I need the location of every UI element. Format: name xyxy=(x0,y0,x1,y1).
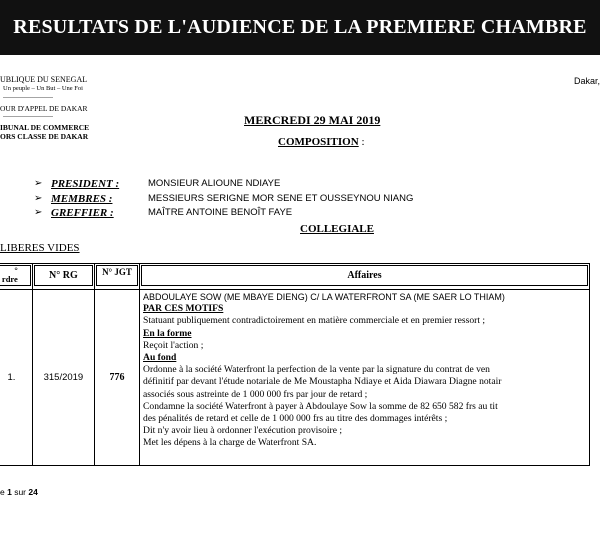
fond-line: associés sous astreinte de 1 000 000 frs par jour de retard ; xyxy=(143,388,368,400)
member-value: MESSIEURS SERIGNE MOR SENE ET OUSSEYNOU NIANG xyxy=(148,193,414,204)
header-jgt xyxy=(94,264,139,290)
page-total: 24 xyxy=(28,487,38,497)
hearing-date: MERCREDI 29 MAI 2019 xyxy=(244,113,381,127)
member-label: MEMBRES : xyxy=(51,193,113,205)
page-current: 1 xyxy=(7,487,12,497)
cell-jgt: 776 xyxy=(94,290,139,466)
header-jgt-label: N° JGT xyxy=(96,265,138,286)
title-banner xyxy=(0,0,600,55)
page-indicator xyxy=(0,487,38,497)
composition-suffix: : xyxy=(358,136,365,148)
member-row-greffier xyxy=(34,207,434,221)
page-middle: sur xyxy=(11,487,29,497)
cell-affaires xyxy=(140,290,590,466)
letterhead-class: ORS CLASSE DE DAKAR xyxy=(0,132,89,141)
letterhead-court: OUR D'APPEL DE DAKAR xyxy=(0,104,88,113)
forme-label: En la forme xyxy=(143,327,192,339)
header-affaires xyxy=(140,264,590,290)
header-rg-label: N° RG xyxy=(34,265,93,286)
arrow-bullet-icon: ➢ xyxy=(34,193,43,204)
letterhead-separator-1: ------------------------- xyxy=(3,95,53,101)
letterhead-tribunal: IBUNAL DE COMMERCE xyxy=(0,123,90,132)
fond-line: des pénalités de retard et celle de 1 000 000 frs au titre des dommages intérêts ; xyxy=(143,413,448,425)
page-prefix: e xyxy=(0,487,8,497)
motifs-label: PAR CES MOTIFS xyxy=(143,303,224,315)
member-row-membres xyxy=(34,193,454,207)
cell-order: 1. xyxy=(0,290,32,466)
cell-rg: 315/2019 xyxy=(32,290,94,466)
results-table xyxy=(0,263,590,466)
letterhead-separator-2: ------------------------- xyxy=(3,114,53,120)
member-value: MONSIEUR ALIOUNE NDIAYE xyxy=(148,178,281,189)
motifs-text: Statuant publiquement contradictoirement en matière commerciale et en premier ressort ; xyxy=(143,315,486,327)
fond-line: définitif par devant l'étude notariale de Me Moustapha Ndiaye et Aida Diawara Diagne notair xyxy=(143,376,502,388)
member-value: MAÎTRE ANTOINE BENOÎT FAYE xyxy=(148,207,293,218)
collegiale-label: COLLEGIALE xyxy=(300,223,374,235)
fond-line: Condamne la société Waterfront à payer à Abdoulaye Sow la somme de 82 650 582 frs au tit xyxy=(143,400,498,412)
composition-label: COMPOSITION xyxy=(278,136,359,148)
table-row xyxy=(0,290,590,466)
arrow-bullet-icon: ➢ xyxy=(34,207,43,218)
fond-label: Au fond xyxy=(143,352,177,364)
header-rg xyxy=(32,264,94,290)
case-title: ABDOULAYE SOW (ME MBAYE DIENG) C/ LA WATERFRONT SA (ME SAER LO THIAM) xyxy=(143,292,505,302)
header-order-line2: rdre xyxy=(1,274,18,284)
place-label: Dakar, xyxy=(574,76,600,86)
header-order-line1: ° xyxy=(14,265,18,275)
fond-line: Dit n'y avoir lieu à ordonner l'exécution provisoire ; xyxy=(143,425,343,437)
member-label: PRESIDENT : xyxy=(51,178,120,190)
section-title: LIBERES VIDES xyxy=(0,242,80,254)
fond-line: Ordonne à la société Waterfront la perfection de la vente par la signature du contrat de ven xyxy=(143,364,490,376)
letterhead-motto: Un peuple – Un But – Une Foi xyxy=(3,85,83,92)
composition-heading xyxy=(278,136,365,148)
arrow-bullet-icon: ➢ xyxy=(34,178,43,189)
fond-line: Met les dépens à la charge de Waterfront SA. xyxy=(143,437,317,449)
forme-text: Reçoit l'action ; xyxy=(143,339,204,351)
header-order xyxy=(0,264,32,290)
header-affaires-label: Affaires xyxy=(141,265,588,286)
page-title: RESULTATS DE L'AUDIENCE DE LA PREMIERE CHAMBRE xyxy=(13,16,587,38)
member-row-president xyxy=(34,178,434,192)
member-label: GREFFIER : xyxy=(51,207,114,219)
table-header-row xyxy=(0,264,590,290)
letterhead-republic: UBLIQUE DU SENEGAL xyxy=(0,75,88,84)
